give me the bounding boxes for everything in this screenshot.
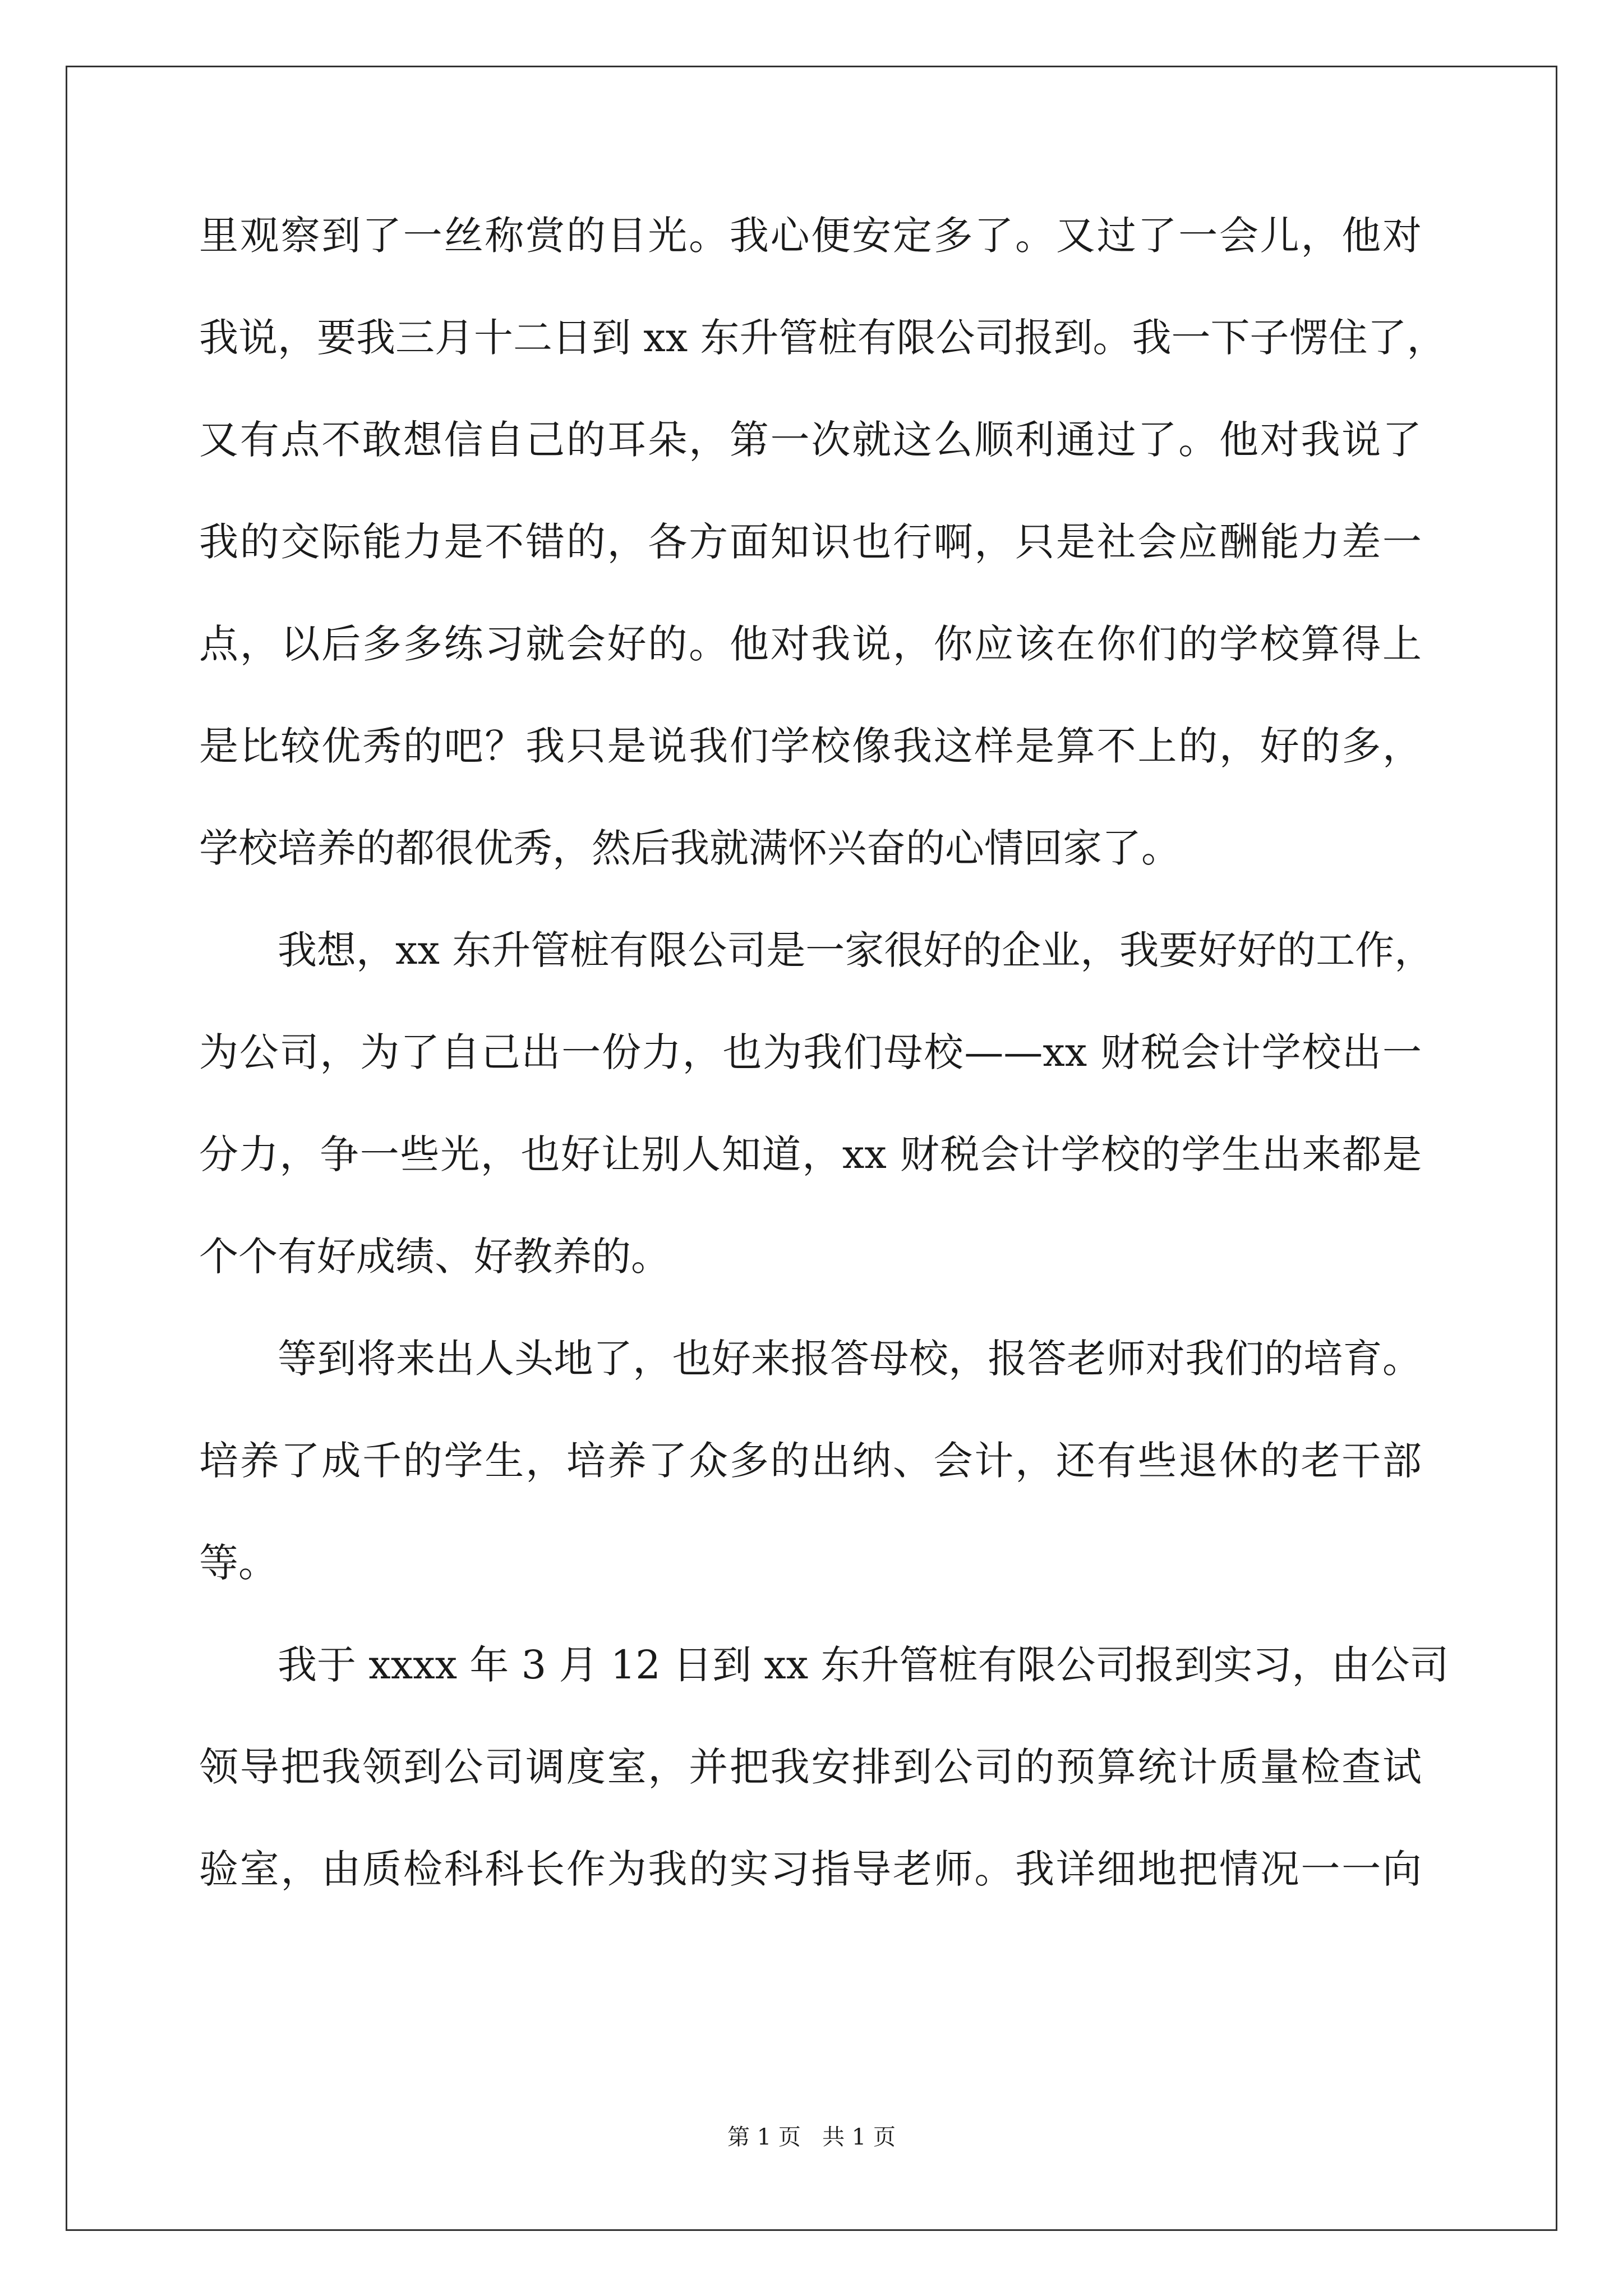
text-line: 领导把我领到公司调度室，并把我安排到公司的预算统计质量检查试	[199, 1744, 1422, 1790]
text-line: 我说，要我三月十二日到 xx 东升管桩有限公司报到。我一下子愣住了，	[199, 315, 1446, 361]
text-line: 又有点不敢想信自己的耳朵，第一次就这么顺利通过了。他对我说了	[199, 417, 1422, 463]
text-line: 等到将来出人头地了，也好来报答母校，报答老师对我们的培育。	[278, 1336, 1422, 1382]
page-number-label: 第 1 页 共 1 页	[727, 2124, 896, 2150]
text-line: 我于 xxxx 年 3 月 12 日到 xx 东升管桩有限公司报到实习，由公司	[278, 1642, 1449, 1688]
text-line: 是比较优秀的吧？我只是说我们学校像我这样是算不上的，好的多，	[199, 723, 1422, 769]
text-line: 我想，xx 东升管桩有限公司是一家很好的企业，我要好好的工作，	[278, 927, 1434, 973]
text-line: 个个有好成绩、好教养的。	[199, 1234, 670, 1280]
page-footer	[0, 2126, 1623, 2148]
text-line: 等。	[199, 1540, 278, 1586]
text-line: 培养了成千的学生，培养了众多的出纳、会计，还有些退休的老干部	[199, 1438, 1422, 1484]
text-line: 里观察到了一丝称赏的目光。我心便安定多了。又过了一会儿，他对	[199, 213, 1422, 259]
text-line: 我的交际能力是不错的，各方面知识也行啊，只是社会应酬能力差一	[199, 519, 1422, 565]
text-line: 验室，由质检科科长作为我的实习指导老师。我详细地把情况一一向	[199, 1846, 1422, 1892]
text-line: 分力，争一些光，也好让别人知道，xx 财税会计学校的学生出来都是	[199, 1131, 1422, 1177]
document-body	[199, 213, 1449, 1952]
text-line: 点，以后多多练习就会好的。他对我说，你应该在你们的学校算得上	[199, 621, 1422, 667]
text-line: 为公司，为了自己出一份力，也为我们母校——xx 财税会计学校出一	[199, 1029, 1422, 1075]
text-line: 学校培养的都很优秀，然后我就满怀兴奋的心情回家了。	[199, 825, 1181, 871]
